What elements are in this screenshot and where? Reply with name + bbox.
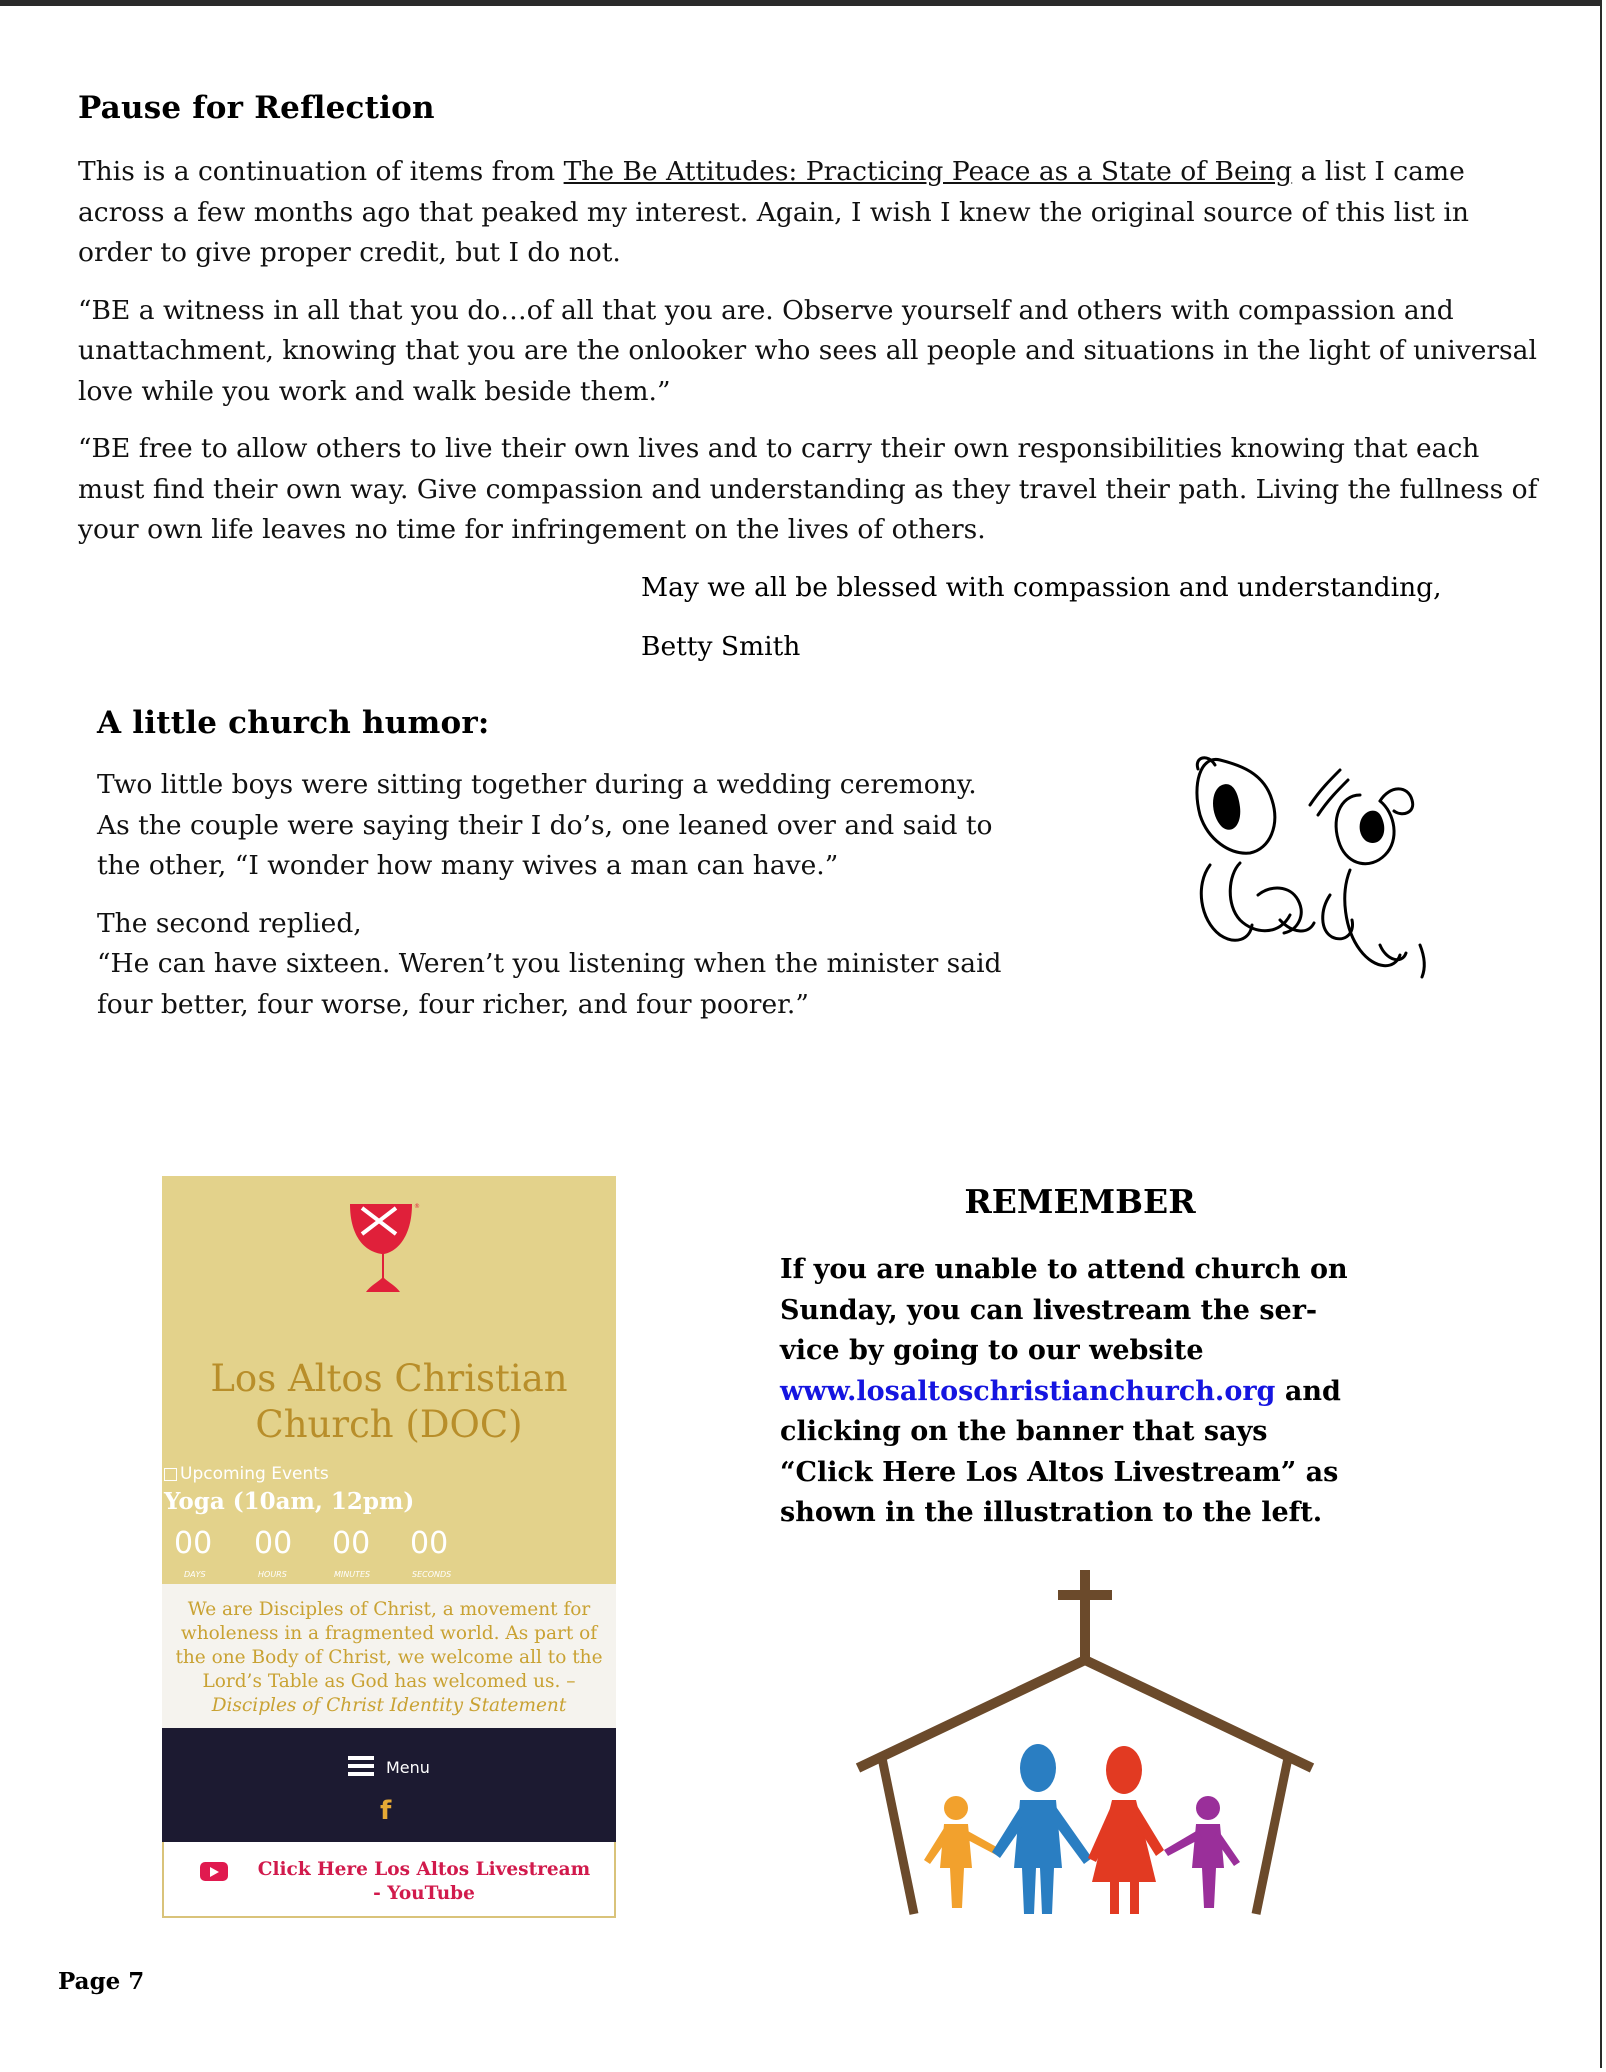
countdown-days: 00 xyxy=(174,1526,213,1561)
remember-line: “Click Here Los Altos Livestream” as xyxy=(780,1456,1339,1488)
page-number: Page 7 xyxy=(58,1968,145,1995)
countdown-label: DAYS xyxy=(184,1570,206,1579)
reflection-body xyxy=(78,152,1548,568)
humor-section xyxy=(97,705,1097,1042)
book-title: The Be Attitudes: Practicing Peace as a State of Being xyxy=(563,156,1293,187)
reflection-section xyxy=(78,90,1548,126)
paragraph-intro: This is a continuation of items from xyxy=(78,156,564,187)
countdown-seconds: 00 xyxy=(410,1526,449,1561)
church-name-line: Los Altos Christian xyxy=(210,1357,568,1400)
remember-heading: REMEMBER xyxy=(964,1182,1196,1221)
remember-line-tail: and xyxy=(1275,1375,1341,1407)
upcoming-events[interactable] xyxy=(164,1464,329,1484)
cartoon-boys-illustration xyxy=(1180,745,1440,995)
website-link[interactable]: www.losaltoschristianchurch.org xyxy=(780,1375,1276,1407)
countdown-minutes: 00 xyxy=(332,1526,371,1561)
church-name-line: Church (DOC) xyxy=(255,1403,523,1446)
countdown-label: SECONDS xyxy=(412,1570,452,1579)
remember-line: Sunday, you can livestream the ser- xyxy=(780,1294,1318,1326)
remember-line xyxy=(780,1372,1380,1413)
svg-text:®: ® xyxy=(414,1203,420,1210)
countdown-hours: 00 xyxy=(254,1526,293,1561)
remember-body xyxy=(780,1250,1380,1534)
livestream-link[interactable] xyxy=(234,1858,614,1906)
reflection-heading: Pause for Reflection xyxy=(78,90,435,126)
humor-line: the other, “I wonder how many wives a man can have.” xyxy=(97,850,839,881)
reflection-paragraph-3: “BE free to allow others to live their own lives and to carry their own responsibilities knowing that each must find their own way. Give compassion and understanding as they travel their path. Living the fullness of your own life leaves no time for infringement on the lives of others. xyxy=(78,433,1538,545)
mission-statement xyxy=(172,1598,606,1718)
website-header xyxy=(162,1176,616,1584)
humor-line: As the couple were saying their I do’s, one leaned over and said to xyxy=(97,809,993,841)
event-title[interactable]: Yoga (10am, 12pm) xyxy=(164,1488,415,1515)
livestream-line: Click Here Los Altos Livestream xyxy=(257,1859,591,1880)
upcoming-events-label: Upcoming Events xyxy=(180,1464,329,1484)
humor-line: Two little boys were sitting together during a wedding ceremony. xyxy=(97,769,977,800)
menu-button[interactable]: Menu xyxy=(386,1758,430,1777)
cross-icon xyxy=(1080,1570,1090,1660)
reflection-paragraph-2: “BE a witness in all that you do…of all that you are. Observe yourself and others with compassion and unattachment, knowing that you are the onlooker who sees all people and situations in the light of universal love while you work and walk beside them.” xyxy=(78,294,1537,407)
author-name: Betty Smith xyxy=(641,631,801,662)
facebook-icon[interactable]: f xyxy=(380,1796,392,1826)
website-nav xyxy=(162,1728,616,1842)
humor-line: The second replied, xyxy=(97,907,362,939)
countdown-label: HOURS xyxy=(258,1570,287,1579)
website-screenshot xyxy=(162,1176,616,1918)
closing-line: May we all be blessed with compassion and understanding, xyxy=(641,572,1442,603)
church-family-illustration xyxy=(852,1568,1322,1916)
remember-line: If you are unable to attend church on xyxy=(780,1254,1348,1285)
youtube-icon xyxy=(200,1862,228,1881)
mission-text: We are Disciples of Christ, a movement for wholeness in a fragmented world. As part of the one Body of Christ, we welcome all to the Lord’s Table as God has welcomed us. – xyxy=(175,1599,603,1692)
remember-line: clicking on the banner that says xyxy=(780,1416,1268,1447)
livestream-line: - YouTube xyxy=(373,1883,475,1904)
paragraph-rest: a list I came across a few months ago that peaked my interest. Again, I wish I knew the original source of this list in order to give proper credit, but I do not. xyxy=(78,156,1469,268)
humor-paragraph-1 xyxy=(97,765,1097,887)
humor-line: four better, four worse, four richer, and four poorer.” xyxy=(97,988,809,1020)
remember-line: shown in the illustration to the left. xyxy=(780,1497,1323,1528)
countdown-label: MINUTES xyxy=(334,1570,371,1579)
hamburger-menu-icon[interactable] xyxy=(348,1756,374,1776)
chalice-logo-icon xyxy=(348,1200,422,1296)
humor-paragraph-2 xyxy=(97,904,1097,1026)
humor-heading: A little church humor: xyxy=(97,705,490,741)
mission-source: Disciples of Christ Identity Statement xyxy=(211,1695,567,1716)
humor-line: “He can have sixteen. Weren’t you listening when the minister said xyxy=(97,948,1002,979)
livestream-banner[interactable] xyxy=(162,1842,616,1918)
remember-line: vice by going to our website xyxy=(780,1335,1204,1366)
calendar-icon xyxy=(164,1468,177,1481)
reflection-paragraph-1 xyxy=(78,152,1548,274)
church-name xyxy=(162,1356,616,1448)
